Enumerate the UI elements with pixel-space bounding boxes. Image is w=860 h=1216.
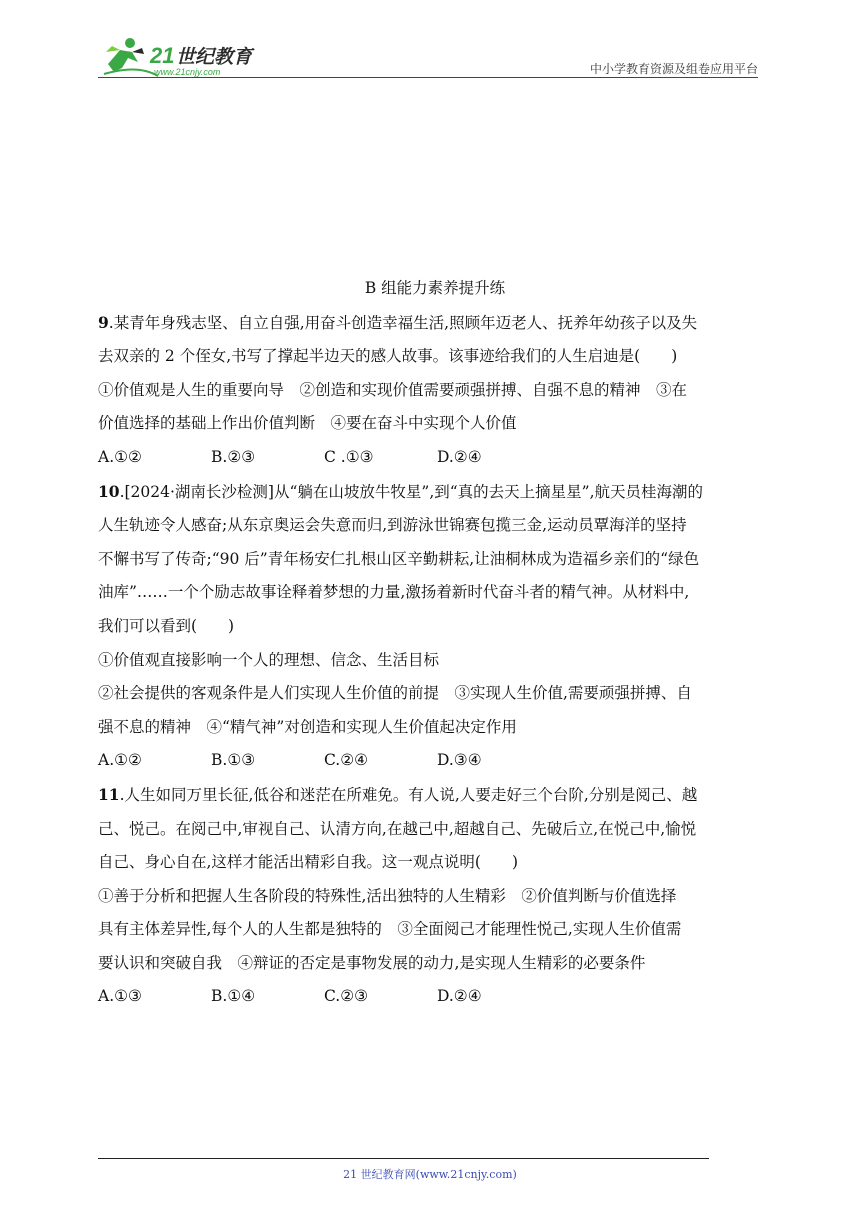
page-header — [98, 34, 758, 79]
question-line: ①善于分析和把握人生各阶段的特殊性,活出独特的人生精彩 ②价值判断与价值选择 — [98, 886, 677, 905]
svg-text:21: 21 — [150, 43, 175, 68]
question-line: 我们可以看到( ) — [98, 616, 235, 635]
section-title: B 组能力素养提升练 — [364, 279, 506, 297]
question-9 — [98, 306, 762, 475]
question-line: 不懈书写了传奇;“90 后”青年杨安仁扎根山区辛勤耕耘,让油桐林成为造福乡亲们的“绿色 — [98, 549, 700, 568]
choice-a[interactable]: A.①③ — [98, 987, 142, 1006]
footer-link[interactable]: 21 世纪教育网(www.21cnjy.com) — [343, 1168, 517, 1181]
question-line: 价值选择的基础上作出价值判断 ④要在奋斗中实现个人价值 — [98, 414, 517, 433]
choice-b[interactable]: B.①③ — [211, 751, 256, 770]
question-line: 人生轨迹令人感奋;从东京奥运会失意而归,到游泳世锦赛包揽三金,运动员覃海洋的坚持 — [98, 516, 687, 535]
question-line: 具有主体差异性,每个人的人生都是独特的 ③全面阅己才能理性悦己,实现人生价值需 — [98, 920, 682, 939]
question-line: 10.[2024·湖南长沙检测]从“躺在山坡放牛牧星”,到“真的去天上摘星星”,航天员桂海潮的 — [98, 481, 704, 501]
answer-choices — [98, 441, 762, 475]
question-number: 10 — [98, 481, 120, 501]
question-line: ①价值观是人生的重要向导 ②创造和实现价值需要顽强拼搏、自强不息的精神 ③在 — [98, 380, 688, 399]
question-10 — [98, 475, 762, 778]
question-line: ①价值观直接影响一个人的理想、信念、生活目标 — [98, 650, 440, 669]
choice-d[interactable]: D.③④ — [437, 751, 482, 770]
question-number: 9 — [98, 312, 109, 332]
choice-b[interactable]: B.②③ — [211, 447, 256, 466]
question-line: 油库”……一个个励志故事诠释着梦想的力量,激扬着新时代奋斗者的精气神。从材料中, — [98, 583, 690, 602]
answer-choices — [98, 980, 762, 1014]
svg-text:www.21cnjy.com: www.21cnjy.com — [154, 67, 221, 77]
question-line: 己、悦己。在阅己中,审视自己、认清方向,在越己中,超越自己、先破后立,在悦己中,愉悦 — [98, 819, 697, 838]
question-11 — [98, 778, 762, 1014]
svg-text:世纪教育: 世纪教育 — [176, 46, 253, 68]
choice-c[interactable]: C.②③ — [324, 987, 369, 1006]
exercise-content — [98, 272, 762, 1014]
footer-divider — [98, 1158, 709, 1159]
question-line: 强不息的精神 ④“精气神”对创造和实现人生价值起决定作用 — [98, 717, 517, 736]
question-number: 11 — [98, 784, 120, 804]
choice-c[interactable]: C.②④ — [324, 751, 369, 770]
question-line: 去双亲的 2 个侄女,书写了撑起半边天的感人故事。该事迹给我们的人生启迪是( ) — [98, 347, 678, 366]
question-line: 自己、身心自在,这样才能活出精彩自我。这一观点说明( ) — [98, 853, 519, 872]
question-line: 9.某青年身残志坚、自立自强,用奋斗创造幸福生活,照顾年迈老人、抚养年幼孩子以及失 — [98, 312, 698, 332]
question-line: 11.人生如同万里长征,低谷和迷茫在所难免。有人说,人要走好三个台阶,分别是阅己、越 — [98, 784, 698, 804]
choice-a[interactable]: A.①② — [98, 751, 142, 770]
choice-c[interactable]: C .①③ — [324, 447, 374, 466]
choice-d[interactable]: D.②④ — [437, 447, 482, 466]
choice-d[interactable]: D.②④ — [437, 987, 482, 1006]
choice-a[interactable]: A.①② — [98, 447, 142, 466]
choice-b[interactable]: B.①④ — [211, 987, 256, 1006]
runner-logo-icon — [98, 34, 278, 79]
site-logo[interactable] — [98, 34, 278, 79]
answer-choices — [98, 744, 762, 778]
question-line: ②社会提供的客观条件是人们实现人生价值的前提 ③实现人生价值,需要顽强拼搏、自 — [98, 684, 692, 703]
header-divider — [98, 77, 758, 78]
platform-name: 中小学教育资源及组卷应用平台 — [589, 62, 758, 76]
question-line: 要认识和突破自我 ④辩证的否定是事物发展的动力,是实现人生精彩的必要条件 — [98, 953, 646, 972]
